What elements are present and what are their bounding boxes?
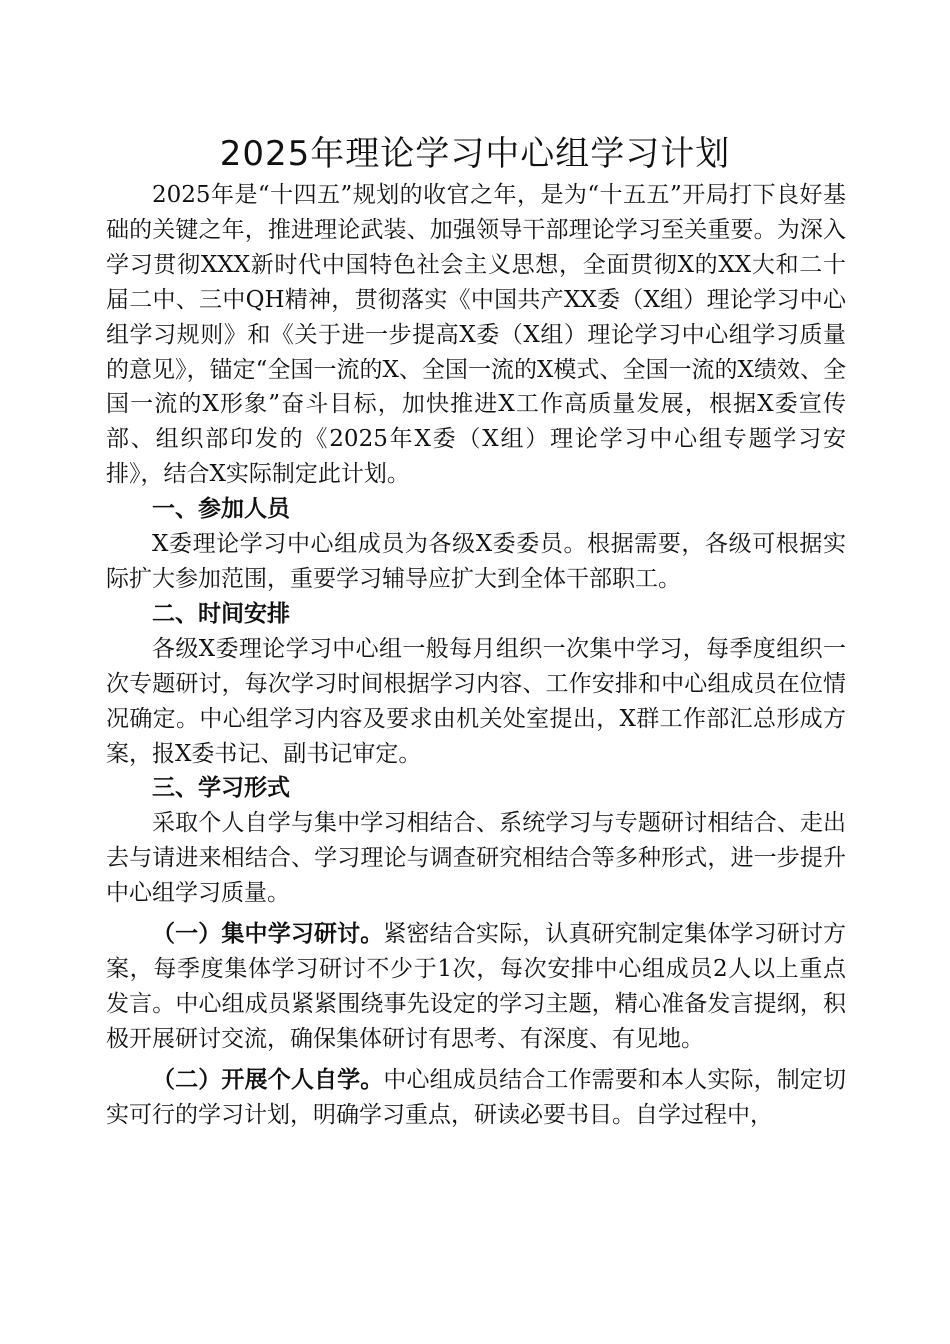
- section-heading-format: 三、学习形式: [152, 775, 290, 802]
- section-heading-schedule: 二、时间安排: [152, 600, 290, 627]
- subsection-group-study: [106, 917, 846, 1057]
- subsection-lead-group-study: （一）集中学习研讨。: [152, 921, 384, 948]
- subsection-self-study: [106, 1063, 846, 1133]
- document-body: [106, 178, 846, 1132]
- intro-paragraph: 2025年是“十四五”规划的收官之年，是为“十五五”开局打下良好基础的关键之年，推进理论武装、加强领导干部理论学习至关重要。为深入学习贯彻XXX新时代中国特色社会主义思想，全面贯彻X的XX大和二十届二中、三中QH精神，贯彻落实《中国共产XX委（X组）理论学习中心组学习规则》和《关于进一步提高X委（X组）理论学习中心组学习质量的意见》，锚定“全国一流的X、全国一流的X模式、全国一流的X绩效、全国一流的X形象”奋斗目标，加快推进X工作高质量发展，根据X委宣传部、组织部印发的《2025年X委（X组）理论学习中心组专题学习安排》，结合X实际制定此计划。: [106, 182, 846, 488]
- section-text-participants: X委理论学习中心组成员为各级X委委员。根据需要，各级可根据实际扩大参加范围，重要学习辅导应扩大到全体干部职工。: [106, 531, 846, 592]
- section-text-schedule: 各级X委理论学习中心组一般每月组织一次集中学习，每季度组织一次专题研讨，每次学习时间根据学习内容、工作安排和中心组成员在位情况确定。中心组学习内容及要求由机关处室提出，X群工作部汇总形成方案，报X委书记、副书记审定。: [106, 635, 846, 767]
- document-title: 2025年理论学习中心组学习计划: [219, 134, 731, 174]
- subsection-text-group-study: 紧密结合实际，认真研究制定集体学习研讨方案，每季度集体学习研讨不少于1次，每次安排中心组成员2人以上重点发言。中心组成员紧紧围绕事先设定的学习主题，精心准备发言提纲，积极开展研讨交流，确保集体研讨有思考、有深度、有见地。: [106, 921, 847, 1052]
- subsection-text-self-study: 中心组成员结合工作需要和本人实际，制定切实可行的学习计划，明确学习重点，研读必要书目。自学过程中，: [106, 1066, 847, 1128]
- subsection-lead-self-study: （二）开展个人自学。: [152, 1066, 384, 1093]
- section-heading-participants: 一、参加人员: [152, 496, 290, 523]
- section-text-format: 采取个人自学与集中学习相结合、系统学习与专题研讨相结合、走出去与请进来相结合、学习理论与调查研究相结合等多种形式，进一步提升中心组学习质量。: [106, 810, 846, 907]
